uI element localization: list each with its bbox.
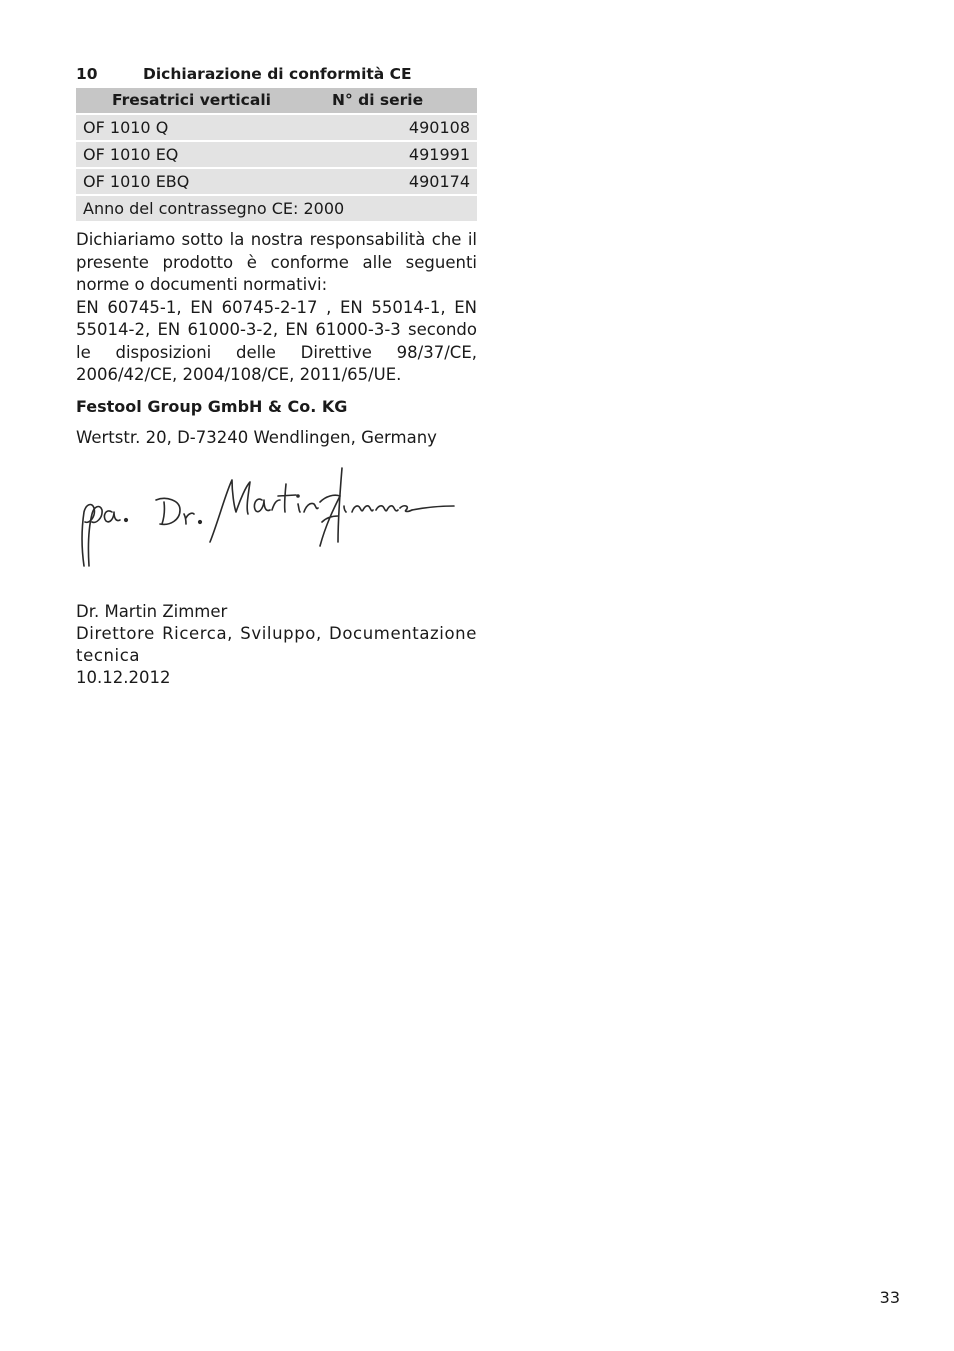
serial-cell: 490174 [332,169,477,194]
content-column [76,63,477,449]
table-row [76,142,477,167]
table-footer-row [76,196,477,221]
table-header-row [76,88,477,113]
model-cell: OF 1010 Q [76,115,332,140]
column-header-serial: N° di serie [332,88,477,113]
serial-cell: 490108 [332,115,477,140]
conformity-table [76,86,477,223]
company-name: Festool Group GmbH & Co. KG [76,396,348,416]
table-row [76,115,477,140]
model-cell: OF 1010 EBQ [76,169,332,194]
serial-cell: 491991 [332,142,477,167]
signer-name: Dr. Martin Zimmer [76,602,228,621]
column-header-model: Fresatrici verticali [76,88,332,113]
model-cell: OF 1010 EQ [76,142,332,167]
section-title: Dichiarazione di conformità CE [143,65,412,83]
section-heading [76,63,477,85]
page-number: 33 [879,1288,900,1307]
section-number: 10 [76,65,98,83]
signer-role: Direttore Ricerca, Sviluppo, Documentazione tecnica [76,624,477,665]
signer-block [76,601,477,689]
declaration-text [76,229,477,387]
ce-mark-year: Anno del contrassegno CE: 2000 [76,196,477,221]
signature-date: 10.12.2012 [76,668,171,687]
handwritten-signature [76,462,456,572]
declaration-paragraph: Dichiariamo sotto la nostra responsabilità che il presente prodotto è conforme alle seguenti norme o documenti normativi: [76,230,477,294]
standards-paragraph: EN 60745-1, EN 60745-2-17 , EN 55014-1, EN 55014-2, EN 61000-3-2, EN 61000-3-3 secondo le disposizioni delle Direttive 98/37/CE, 2006/42/CE, 2004/108/CE, 2011/65/UE. [76,297,477,384]
company-address: Wertstr. 20, D-73240 Wendlingen, Germany [76,427,437,447]
table-row [76,169,477,194]
